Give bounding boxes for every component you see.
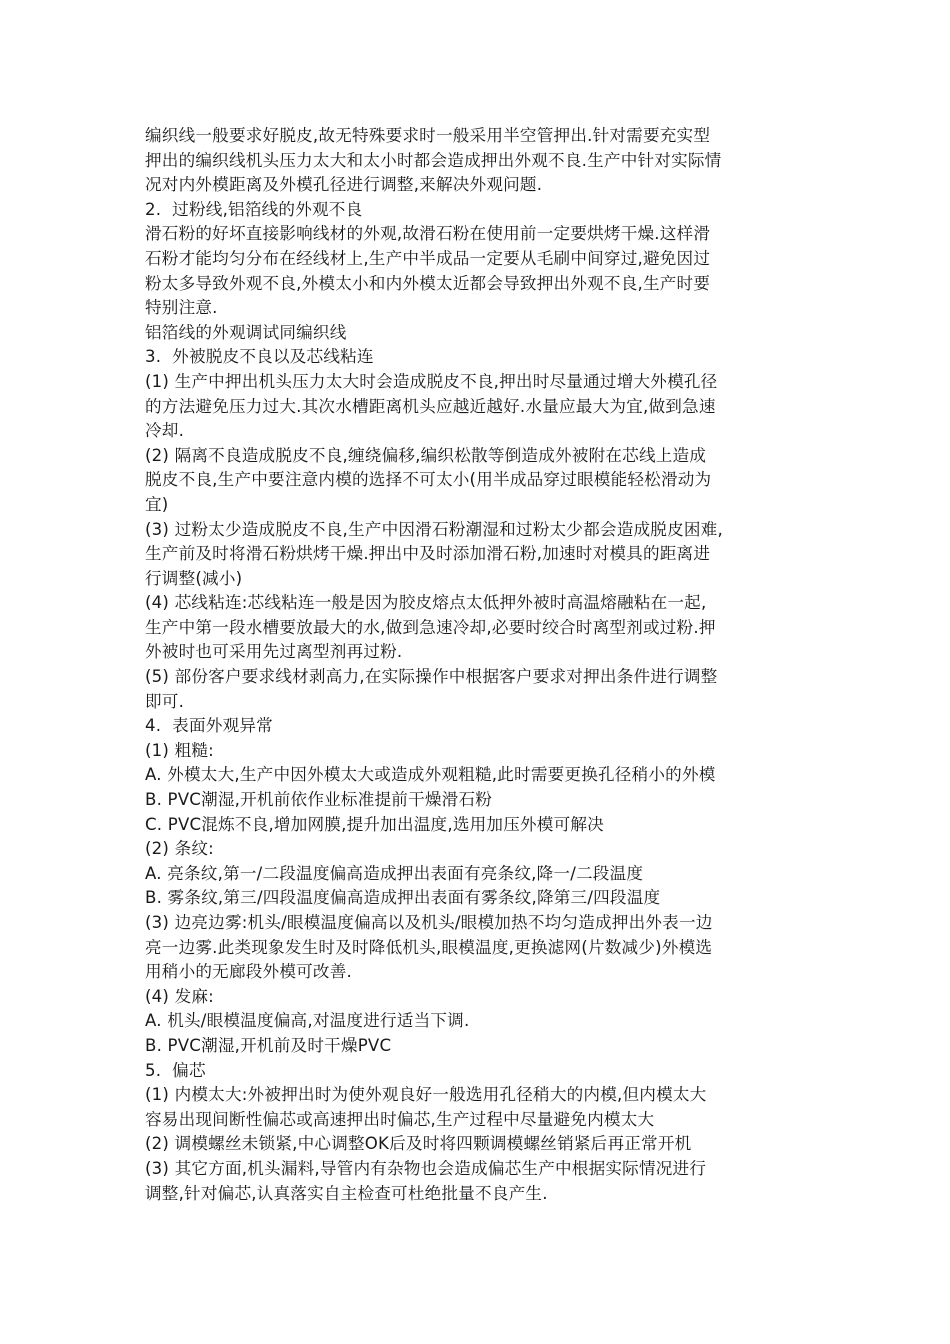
text-line: 外被时也可采用先过离型剂再过粉. [145, 642, 403, 662]
document-body [145, 124, 810, 1206]
text-line: (3) 过粉太少造成脱皮不良,生产中因滑石粉潮湿和过粉太少都会造成脱皮困难, [145, 519, 723, 539]
text-line: A. 机头/眼模温度偏高,对温度进行适当下调. [145, 1011, 470, 1031]
text-line: 滑石粉的好坏直接影响线材的外观,故滑石粉在使用前一定要烘烤干燥.这样滑 [145, 224, 711, 244]
text-line: A. 外模太大,生产中因外模太大或造成外观粗糙,此时需要更换孔径稍小的外模 [145, 765, 716, 785]
text-line: 容易出现间断性偏芯或高速押出时偏芯,生产过程中尽量避免内模太大 [145, 1109, 655, 1129]
text-line: C. PVC混炼不良,增加网膜,提升加出温度,选用加压外模可解决 [145, 814, 604, 834]
text-line: 生产前及时将滑石粉烘烤干燥.押出中及时添加滑石粉,加速时对模具的距离进 [145, 544, 711, 564]
text-line: (2) 条纹: [145, 839, 214, 859]
text-line: 特别注意. [145, 298, 218, 318]
text-line: (4) 发麻: [145, 986, 214, 1006]
text-line: 宜) [145, 494, 169, 514]
text-line: 铝箔线的外观调试同编织线 [145, 322, 347, 342]
text-line: 5. 偏芯 [145, 1060, 206, 1080]
text-line: 冷却. [145, 421, 185, 441]
text-line: B. PVC潮湿,开机前依作业标准提前干燥滑石粉 [145, 790, 493, 810]
text-line: 用稍小的无廊段外模可改善. [145, 962, 352, 982]
text-line: (3) 边亮边雾:机头/眼模温度偏高以及机头/眼模加热不均匀造成押出外表一边 [145, 913, 713, 932]
text-line: (3) 其它方面,机头漏料,导管内有杂物也会造成偏芯生产中根据实际情况进行 [145, 1158, 707, 1178]
text-line: 亮一边雾.此类现象发生时及时降低机头,眼模温度,更换滤网(片数减少)外模选 [145, 937, 713, 957]
text-line: 况对内外模距离及外模孔径进行调整,来解决外观问题. [145, 175, 543, 195]
text-line: (2) 隔离不良造成脱皮不良,缠绕偏移,编织松散等倒造成外被附在芯线上造成 [145, 445, 707, 465]
text-line: 的方法避免压力过大.其次水槽距离机头应越近越好.水量应最大为宜,做到急速 [145, 396, 716, 416]
text-line: B. PVC潮湿,开机前及时干燥PVC [145, 1035, 392, 1055]
text-line: 3. 外被脱皮不良以及芯线粘连 [145, 347, 374, 367]
text-line: A. 亮条纹,第一/二段温度偏高造成押出表面有亮条纹,降一/二段温度 [145, 863, 644, 883]
text-line: (1) 内模太大:外被押出时为使外观良好一般选用孔径稍大的内模,但内模太大 [145, 1085, 707, 1105]
text-line: 2. 过粉线,铝箔线的外观不良 [145, 199, 363, 219]
text-line: 即可. [145, 691, 185, 711]
text-line: 粉太多导致外观不良,外模太小和内外模太近都会导致押出外观不良,生产时要 [145, 273, 711, 293]
text-line: 押出的编织线机头压力太大和太小时都会造成押出外观不良.生产中针对实际情 [145, 150, 722, 170]
text-line: 4. 表面外观异常 [145, 716, 273, 736]
text-line: (1) 粗糙: [145, 740, 214, 760]
text-line: 编织线一般要求好脱皮,故无特殊要求时一般采用半空管押出.针对需要充实型 [145, 126, 711, 145]
text-line: (5) 部份客户要求线材剥高力,在实际操作中根据客户要求对押出条件进行调整 [145, 667, 718, 687]
text-line: 生产中第一段水槽要放最大的水,做到急速冷却,必要时绞合时离型剂或过粉.押 [145, 617, 716, 637]
text-line: (2) 调模螺丝未锁紧,中心调整OK后及时将四颗调模螺丝销紧后再正常开机 [145, 1134, 692, 1154]
text-line: 脱皮不良,生产中要注意内模的选择不可太小(用半成品穿过眼模能轻松滑动为 [145, 470, 712, 490]
text-line: (1) 生产中押出机头压力太大时会造成脱皮不良,押出时尽量通过增大外模孔径 [145, 371, 718, 391]
text-line: 调整,针对偏芯,认真落实自主检查可杜绝批量不良产生. [145, 1183, 548, 1203]
text-line: 石粉才能均匀分布在经线材上,生产中半成品一定要从毛刷中间穿过,避免因过 [145, 248, 711, 268]
text-line: 行调整(减小) [145, 568, 243, 588]
text-line: B. 雾条纹,第三/四段温度偏高造成押出表面有雾条纹,降第三/四段温度 [145, 888, 661, 908]
text-line: (4) 芯线粘连:芯线粘连一般是因为胶皮熔点太低押外被时高温熔融粘在一起, [145, 593, 707, 613]
